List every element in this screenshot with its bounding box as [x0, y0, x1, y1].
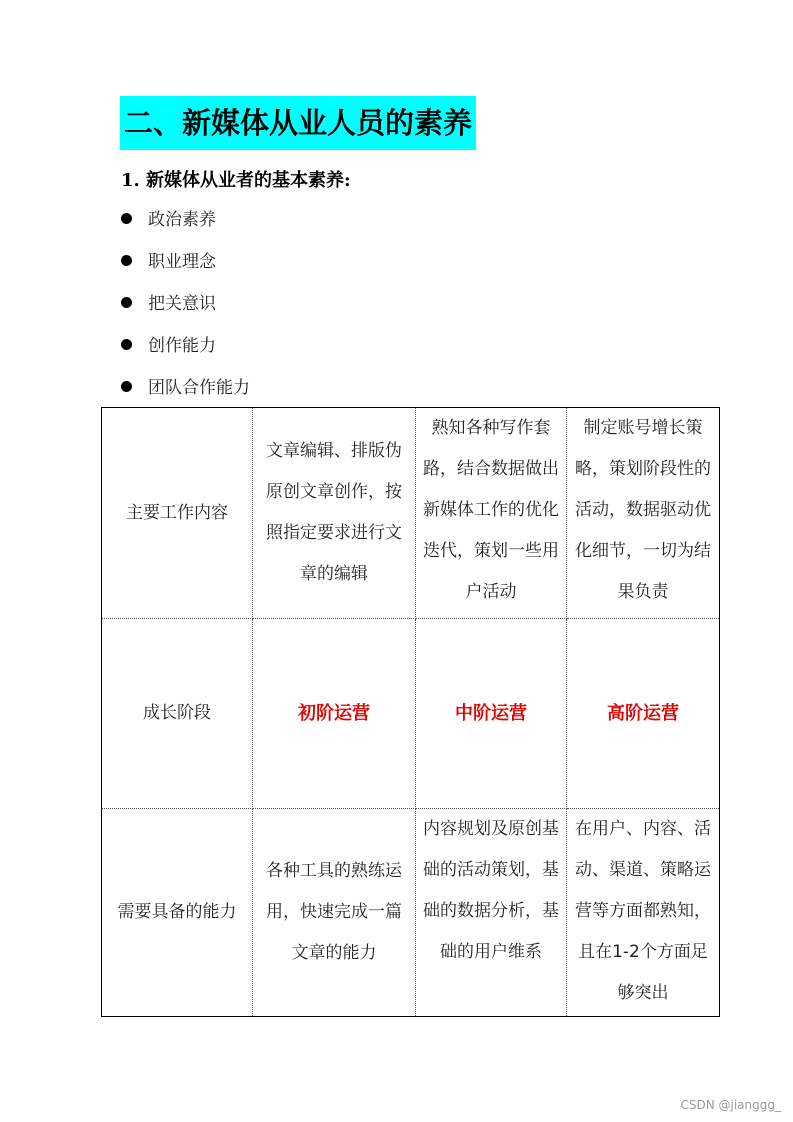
- list-item: [121, 247, 250, 289]
- list-item: [121, 205, 250, 247]
- stage-junior: 初阶运营: [253, 619, 416, 809]
- table-row: [102, 408, 720, 619]
- bullet-icon: [121, 255, 132, 266]
- row-label: 主要工作内容: [102, 408, 253, 619]
- watermark: CSDN @jianggg_: [680, 1098, 781, 1112]
- list-item-label: 团队合作能力: [148, 378, 250, 398]
- table-cell: 文章编辑、排版伪原创文章创作，按照指定要求进行文章的编辑: [253, 408, 416, 619]
- row-label: 需要具备的能力: [102, 809, 253, 1017]
- bullet-icon: [121, 297, 132, 308]
- list-item-label: 创作能力: [148, 336, 216, 356]
- list-item-label: 把关意识: [148, 294, 216, 314]
- table-cell: 各种工具的熟练运用，快速完成一篇文章的能力: [253, 809, 416, 1017]
- bullet-list: [121, 205, 250, 415]
- list-item: [121, 289, 250, 331]
- table-cell: 内容规划及原创基础的活动策划，基础的数据分析，基础的用户维系: [416, 809, 567, 1017]
- list-item-label: 政治素养: [148, 210, 216, 230]
- bullet-icon: [121, 339, 132, 350]
- table-row: [102, 619, 720, 809]
- table-cell: 在用户、内容、活动、渠道、策略运营等方面都熟知，且在1-2个方面足够突出: [567, 809, 720, 1017]
- table-row: [102, 809, 720, 1017]
- stage-senior: 高阶运营: [567, 619, 720, 809]
- table-cell: 熟知各种写作套路，结合数据做出新媒体工作的优化迭代，策划一些用户活动: [416, 408, 567, 619]
- list-item: [121, 331, 250, 373]
- bullet-icon: [121, 213, 132, 224]
- row-label: 成长阶段: [102, 619, 253, 809]
- operations-table: [101, 407, 720, 1017]
- section-title: 二、新媒体从业人员的素养: [120, 96, 476, 150]
- bullet-icon: [121, 381, 132, 392]
- table-cell: 制定账号增长策略，策划阶段性的活动，数据驱动优化细节，一切为结果负责: [567, 408, 720, 619]
- list-item-label: 职业理念: [148, 252, 216, 272]
- stage-intermediate: 中阶运营: [416, 619, 567, 809]
- subsection-title: 1. 新媒体从业者的基本素养:: [121, 170, 351, 191]
